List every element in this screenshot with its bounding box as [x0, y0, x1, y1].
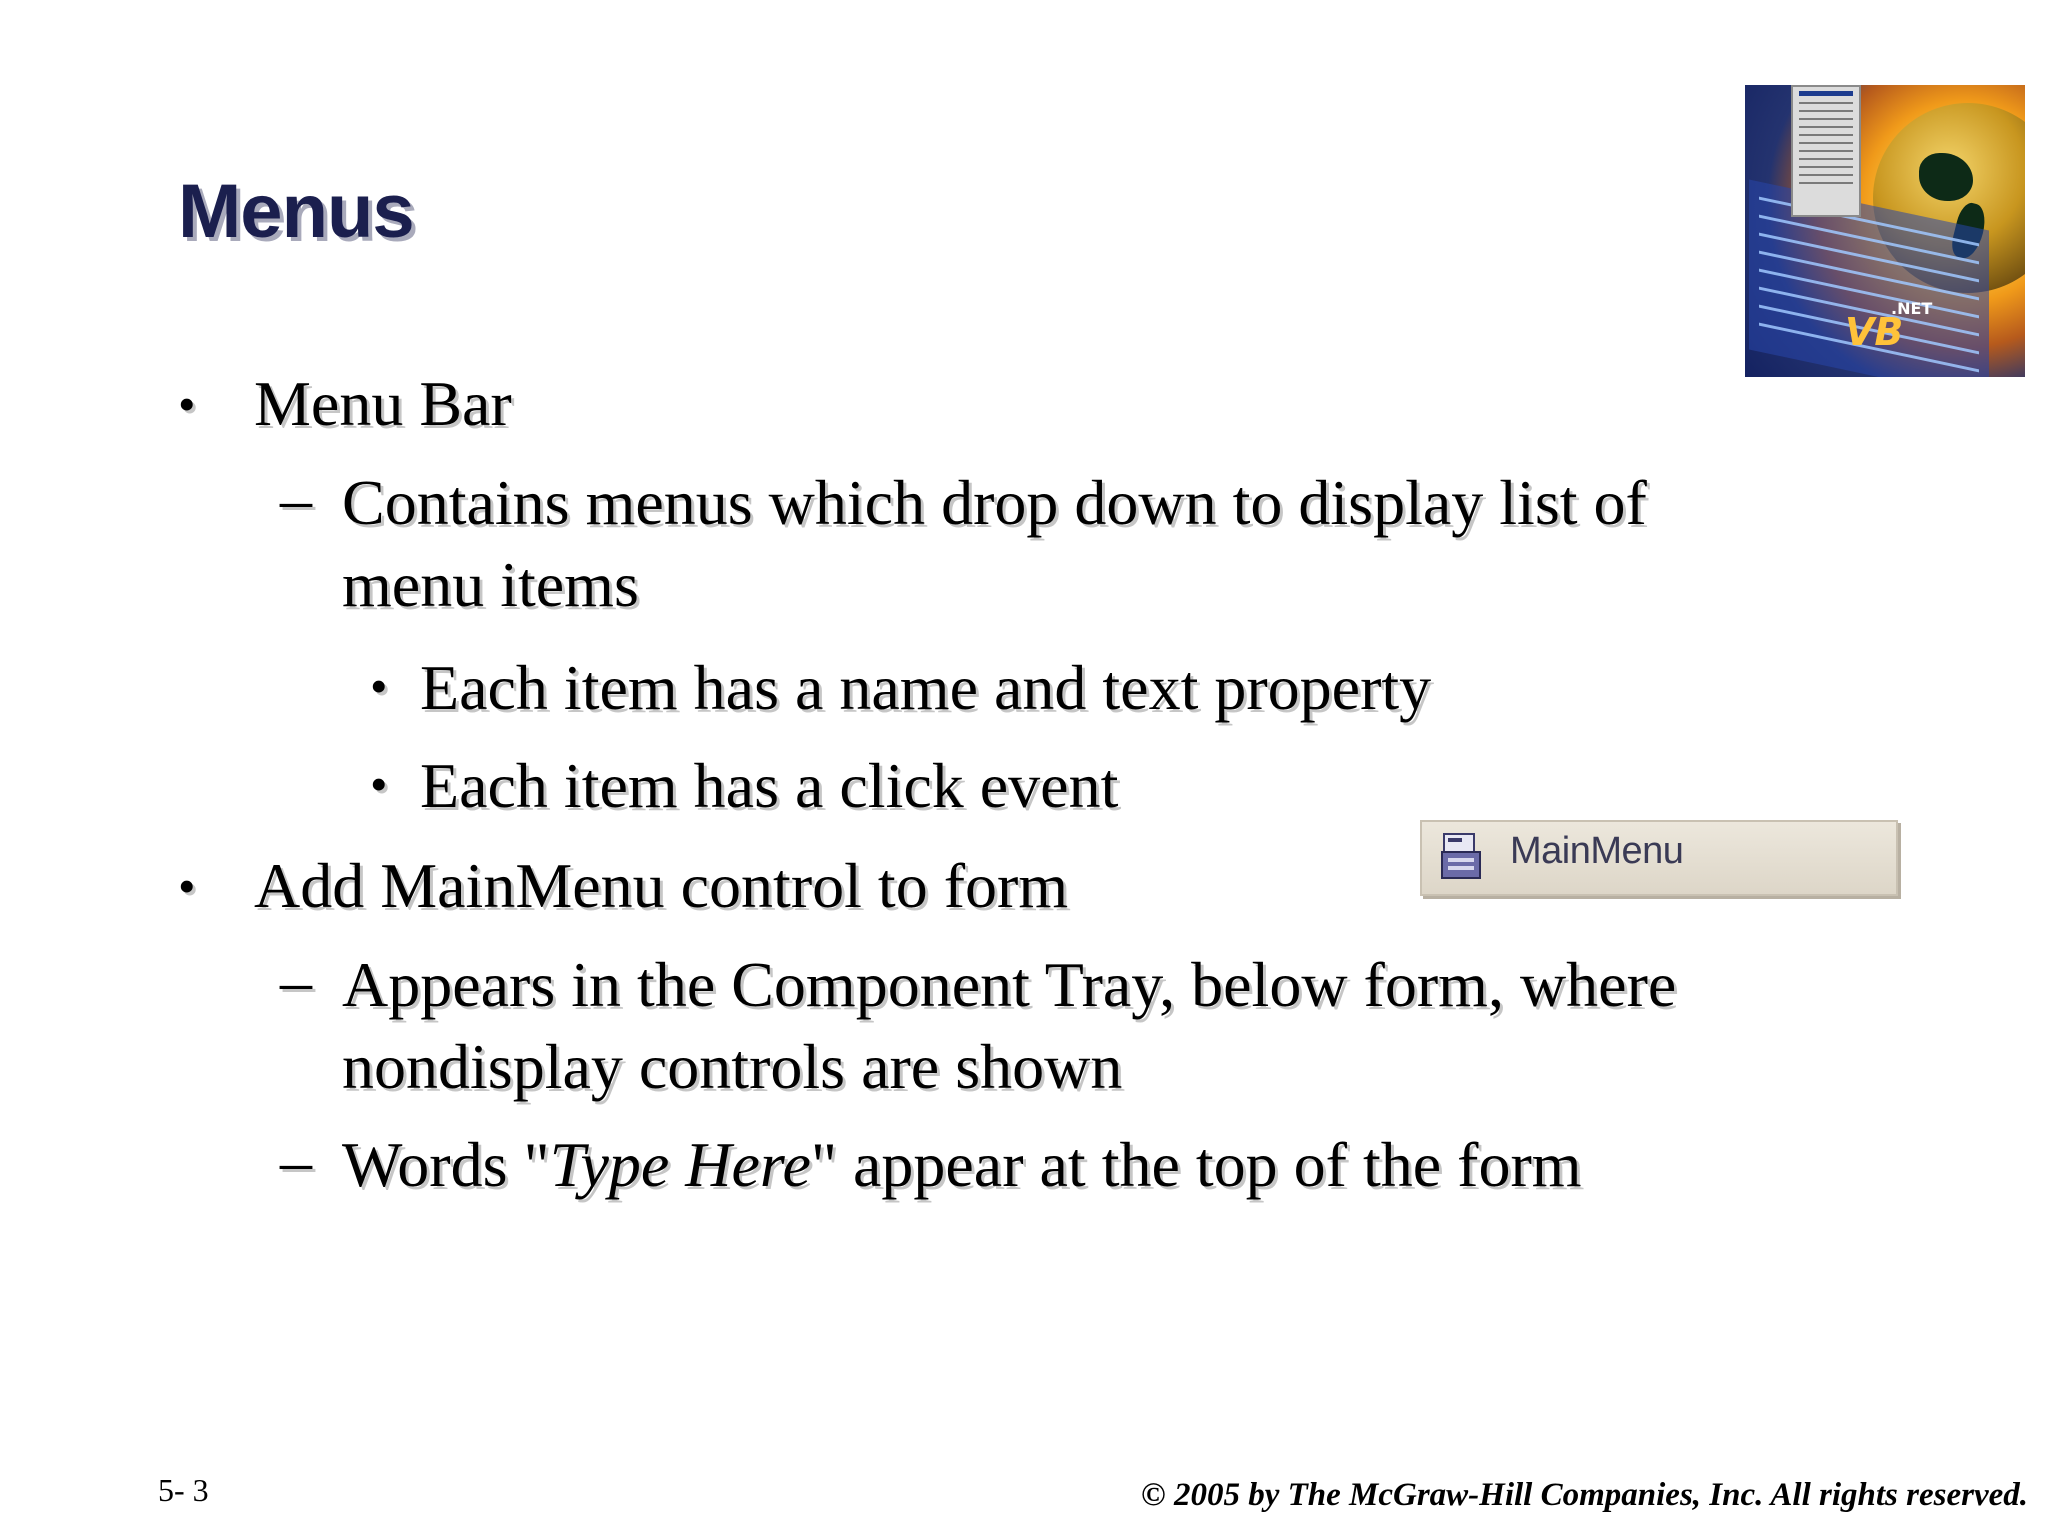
- logo-net-text: .NET: [1891, 299, 1933, 318]
- bullet-mark: •: [370, 756, 388, 812]
- mainmenu-icon: [1440, 832, 1484, 880]
- dash-mark: –: [280, 945, 312, 1016]
- sub-bullet-text: [342, 1124, 1862, 1206]
- sub-sub-bullet-text: Each item has a name and text property: [420, 652, 1432, 723]
- vb-net-globe-logo: [1745, 85, 2025, 377]
- bullet-mark: •: [178, 376, 196, 432]
- words-suffix: " appear at the top of the form: [810, 1129, 1582, 1200]
- bullet-mark: •: [178, 858, 196, 914]
- copyright-notice: © 2005 by The McGraw-Hill Companies, Inc. All rights reserved.: [1141, 1477, 2028, 1513]
- mainmenu-label: MainMenu: [1510, 830, 1684, 872]
- slide-number: 5- 3: [158, 1472, 209, 1508]
- sub-sub-bullet-text: Each item has a click event: [420, 750, 1119, 821]
- sub-bullet-text: Contains menus which drop down to display list of menu items: [342, 467, 1647, 620]
- logo-vb-text: VB: [1845, 310, 1904, 354]
- sub-bullet-text: Appears in the Component Tray, below form, where nondisplay controls are shown: [342, 949, 1677, 1102]
- bullet-text: Add MainMenu control to form: [254, 850, 1069, 921]
- words-prefix: Words ": [342, 1129, 550, 1200]
- mainmenu-control-image: [1420, 820, 1898, 896]
- toolbox-graphic: [1791, 85, 1861, 217]
- type-here-italic: Type Here: [549, 1129, 811, 1200]
- slide-title: Menus: [178, 169, 414, 254]
- dash-mark: –: [280, 463, 312, 534]
- bullet-mark: •: [370, 658, 388, 714]
- dash-mark: –: [280, 1125, 312, 1196]
- bullet-text: Menu Bar: [254, 368, 512, 439]
